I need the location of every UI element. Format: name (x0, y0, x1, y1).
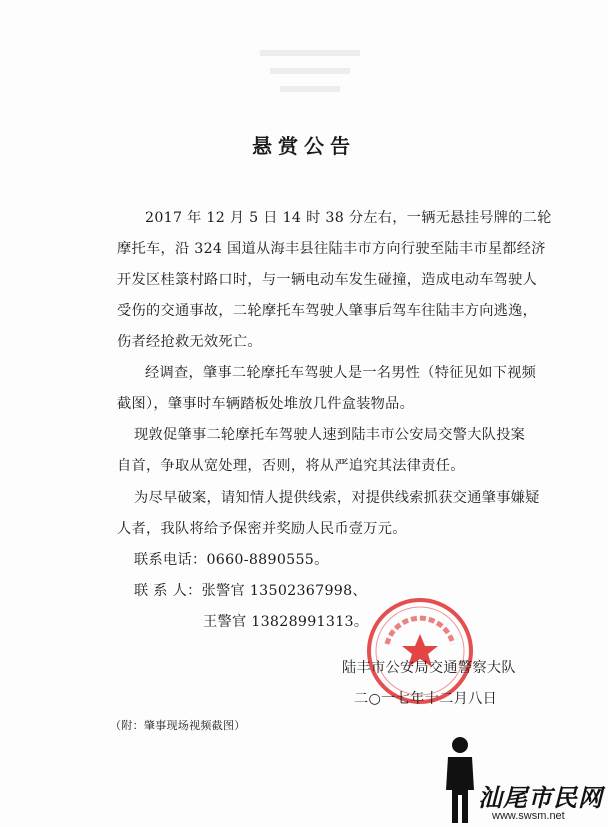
watermark-text: 汕尾市民网 (478, 783, 603, 812)
body-line: 人者，我队将给予保密并奖励人民币壹万元。 (117, 521, 407, 537)
body-line: 受伤的交通事故，二轮摩托车驾驶人肇事后驾车往陆丰方向逃逸， (117, 303, 538, 319)
contact-phone: 联系电话：0660-8890555。 (134, 552, 329, 568)
body-line: 摩托车，沿 324 国道从海丰县往陆丰市方向行驶至陆丰市星都经济 (117, 241, 546, 257)
body-line: 自首，争取从宽处理，否则，将从严追究其法律责任。 (117, 458, 465, 474)
watermark-figure-icon (440, 735, 480, 823)
body-line: 2017 年 12 月 5 日 14 时 38 分左右，一辆无悬挂号牌的二轮 (145, 210, 552, 226)
body-line: 为尽早破案，请知情人提供线索，对提供线索抓获交通肇事嫌疑 (134, 490, 540, 506)
issue-date: 二○一七年十二月八日 (354, 691, 498, 707)
body-line: 经调查，肇事二轮摩托车驾驶人是一名男性（特征见如下视频 (145, 365, 537, 381)
faint-bleedthrough-mark (250, 40, 370, 100)
body-line: 截图），肇事时车辆踏板处堆放几件盒装物品。 (117, 396, 415, 412)
contact-person-2: 王警官 13828991313。 (203, 614, 369, 630)
watermark-url: www.swsm.net (492, 810, 565, 822)
body-line: 伤者经抢救无效死亡。 (117, 334, 262, 350)
body-line: 现敦促肇事二轮摩托车驾驶人速到陆丰市公安局交警大队投案 (134, 427, 526, 443)
issuer-name: 陆丰市公安局交通警察大队 (342, 660, 516, 676)
body-line: 开发区桂箓村路口时，与一辆电动车发生碰撞，造成电动车驾驶人 (117, 272, 538, 288)
notice-title: 悬赏公告 (252, 134, 356, 158)
attachment-note: （附：肇事现场视频截图） (110, 719, 246, 732)
contact-person-1: 联 系 人：张警官 13502367998、 (134, 583, 367, 599)
